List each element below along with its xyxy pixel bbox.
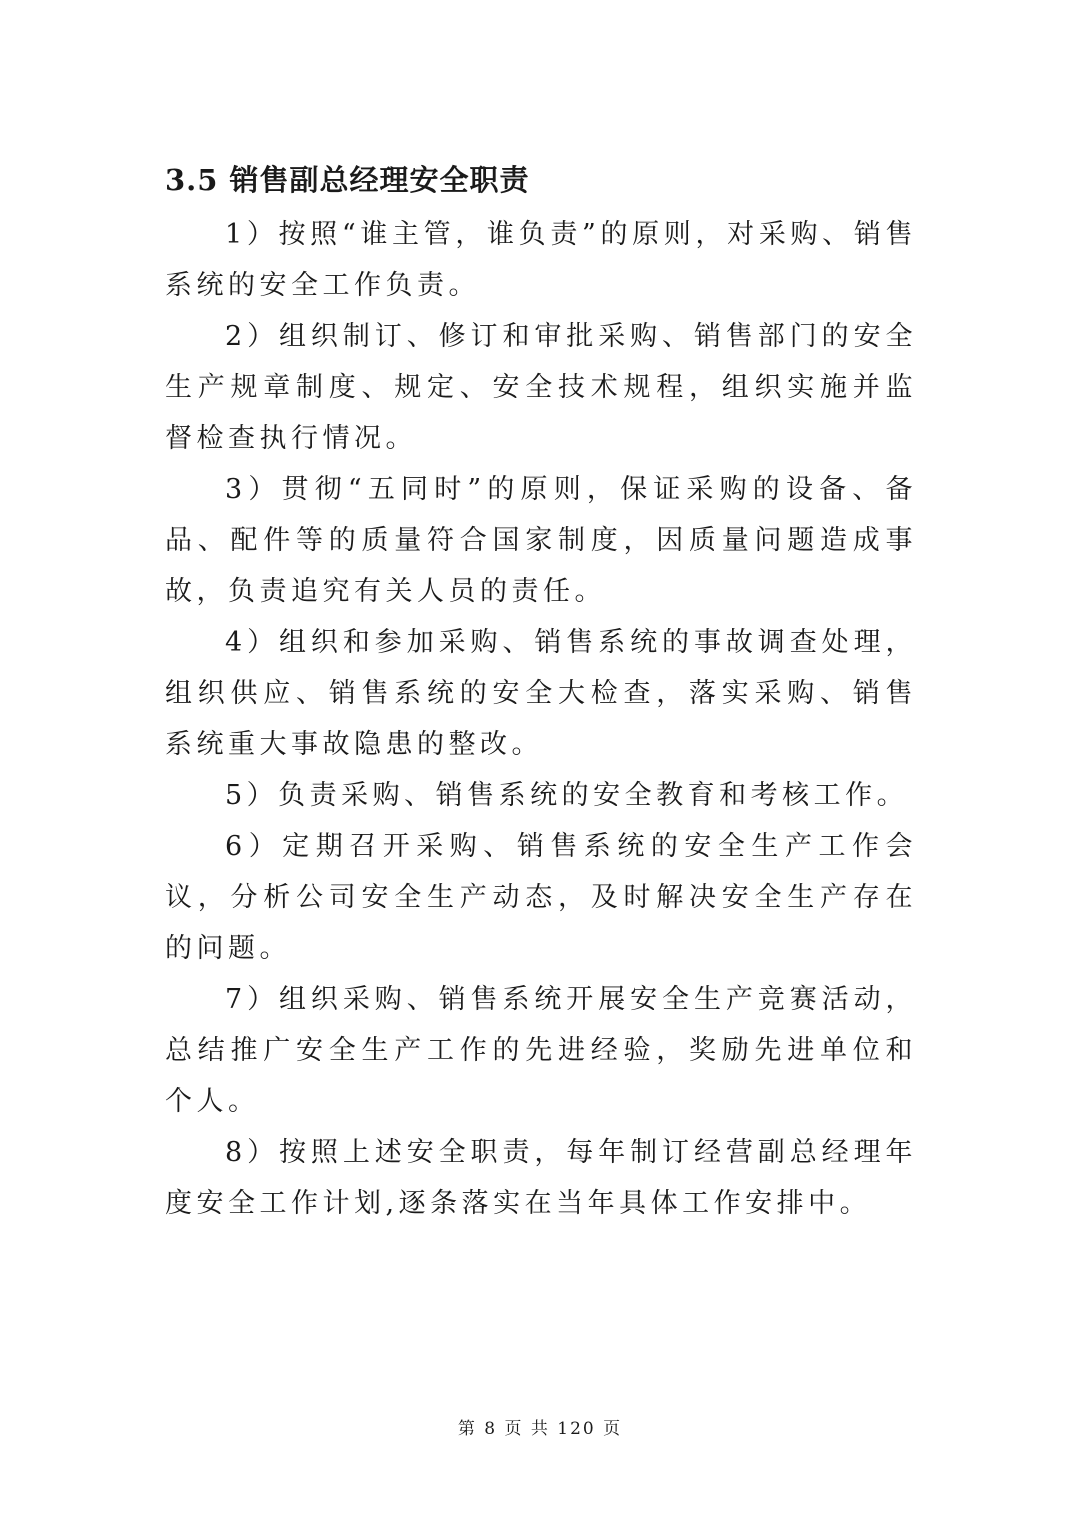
paragraph-1: 1）按照“谁主管，谁负责”的原则，对采购、销售系统的安全工作负责。 — [165, 219, 917, 301]
page-footer: 第 8 页 共 120 页 — [457, 1419, 623, 1439]
paragraph-3: 3）贯彻“五同时”的原则，保证采购的设备、备品、配件等的质量符合国家制度，因质量问题造成事故，负责追究有关人员的责任。 — [165, 474, 917, 607]
paragraph-2: 2）组织制订、修订和审批采购、销售部门的安全生产规章制度、规定、安全技术规程，组织实施并监督检查执行情况。 — [165, 321, 917, 454]
paragraph-6: 6）定期召开采购、销售系统的安全生产工作会议，分析公司安全生产动态，及时解决安全生产存在的问题。 — [165, 831, 917, 964]
section-body — [165, 209, 917, 1229]
section-title: 3.5 销售副总经理安全职责 — [165, 163, 530, 197]
paragraph-4: 4）组织和参加采购、销售系统的事故调查处理，组织供应、销售系统的安全大检查，落实采购、销售系统重大事故隐患的整改。 — [165, 627, 917, 760]
paragraph-8: 8）按照上述安全职责，每年制订经营副总经理年度安全工作计划,逐条落实在当年具体工作安排中。 — [165, 1137, 917, 1219]
paragraph-5: 5）负责采购、销售系统的安全教育和考核工作。 — [225, 780, 909, 811]
paragraph-7: 7）组织采购、销售系统开展安全生产竞赛活动，总结推广安全生产工作的先进经验，奖励先进单位和个人。 — [165, 984, 917, 1117]
